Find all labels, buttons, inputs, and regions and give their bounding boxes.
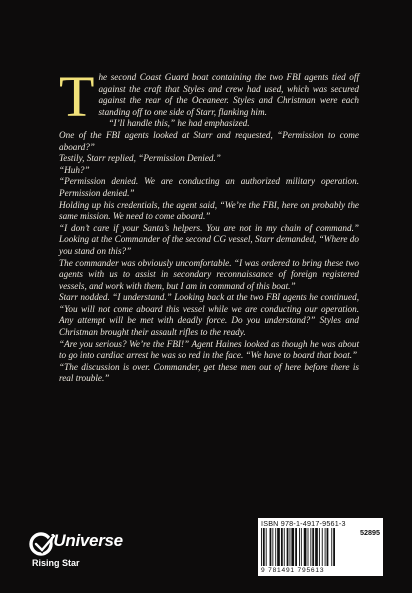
excerpt-paragraph: “I don’t care if your Santa’s helpers. You are not in my chain of command.” Looking at the Commander of the second CG vessel, Starr demanded, “Where do you stand on this?” xyxy=(59,222,359,256)
back-cover-excerpt xyxy=(59,64,359,385)
excerpt-paragraph-text: he second Coast Guard boat containing the two FBI agents tied off against the craft that Styles and crew had used, which was secured against the rear of the Oceaneer. Styles and Christman were each standing off to one side of Starr, flanking him. xyxy=(98,72,359,117)
excerpt-paragraph: “Permission denied. We are conducting an authorized military operation. Permission denied.” xyxy=(59,176,359,198)
drop-cap: T xyxy=(59,64,95,129)
excerpt-paragraph: Starr nodded. “I understand.” Looking back at the two FBI agents he continued, “You will not come aboard this vessel while we are conducting our operation. Any attempt will be met with deadly force. Do you understand?” Styles and Christman brought their assault rifles to the ready. xyxy=(59,292,359,338)
excerpt-paragraph: Holding up his credentials, the agent said, “We’re the FBI, here on probably the same mission. We need to come aboard.” xyxy=(59,199,359,222)
price-code: 52895 xyxy=(360,528,380,537)
isbn-label: ISBN 978-1-4917-9561-3 xyxy=(261,519,346,528)
excerpt-paragraph: “Huh?” xyxy=(59,164,90,175)
excerpt-paragraph: “I’ll handle this,” he had emphasized. xyxy=(108,118,250,129)
publisher-name: iUniverse xyxy=(49,531,123,550)
barcode-number: 9 781491 795613 xyxy=(261,567,325,574)
excerpt-paragraph: “The discussion is over. Commander, get these men out of here before there is real trouble.” xyxy=(59,361,359,384)
isbn-barcode xyxy=(258,518,383,576)
excerpt-paragraph: “Are you serious? We’re the FBI!” Agent Haines looked as though he was about to go into cardiac arrest he was so red in the face. “We have to board that boat.” xyxy=(59,338,359,361)
excerpt-paragraph: One of the FBI agents looked at Starr and requested, “Permission to come aboard?” xyxy=(59,129,359,152)
excerpt-paragraph: The commander was obviously uncomfortable. “I was ordered to bring these two agents with us to assist in secondary reconnaissance of foreign registered vessels, and work with them, but I am in command of this boat.” xyxy=(59,257,359,291)
publisher-tagline: Rising Star xyxy=(32,558,80,568)
barcode-bars xyxy=(261,528,345,566)
excerpt-paragraph: Testily, Starr replied, “Permission Denied.” xyxy=(59,153,221,164)
